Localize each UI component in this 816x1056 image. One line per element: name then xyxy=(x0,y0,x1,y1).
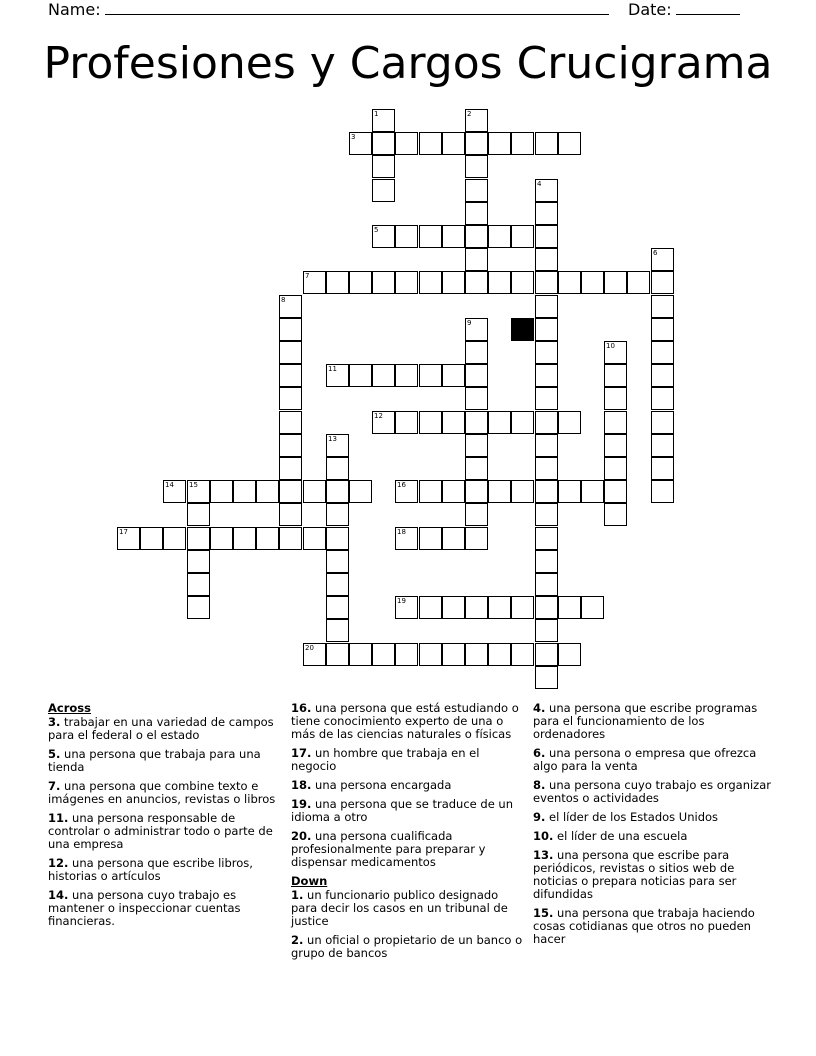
grid-cell[interactable] xyxy=(465,480,488,503)
grid-cell[interactable] xyxy=(279,318,302,341)
grid-cell[interactable] xyxy=(163,480,186,503)
clue-text: el líder de los Estados Unidos xyxy=(545,810,719,824)
clue-number: 4 xyxy=(537,180,542,188)
clue-number: 13 xyxy=(328,435,337,443)
clue-item xyxy=(291,798,523,824)
grid-cell[interactable] xyxy=(372,411,395,434)
grid-cell[interactable] xyxy=(535,457,558,480)
clue-number-label: 15. xyxy=(533,906,554,920)
grid-cell[interactable] xyxy=(279,387,302,410)
clue-item xyxy=(291,779,523,792)
clue-item xyxy=(533,747,773,773)
grid-cell[interactable] xyxy=(511,271,534,294)
grid-cell[interactable] xyxy=(419,225,442,248)
page-title: Profesiones y Cargos Crucigrama xyxy=(43,38,773,89)
grid-cell[interactable] xyxy=(535,550,558,573)
grid-cell[interactable] xyxy=(187,573,210,596)
grid-cell[interactable] xyxy=(465,411,488,434)
clue-number: 3 xyxy=(351,133,356,141)
grid-cell[interactable] xyxy=(442,271,465,294)
clue-number-label: 6. xyxy=(533,746,546,760)
clue-text: una persona que trabaja haciendo cosas cotidianas que otros no pueden hacer xyxy=(533,906,755,946)
grid-cell[interactable] xyxy=(465,643,488,666)
clue-text: el líder de una escuela xyxy=(553,829,688,843)
name-label: Name: xyxy=(48,0,101,19)
grid-cell[interactable] xyxy=(651,341,674,364)
clue-text: un funcionario publico designado para decir los casos en un tribunal de justice xyxy=(291,888,508,928)
grid-cell[interactable] xyxy=(303,527,326,550)
grid-cell[interactable] xyxy=(349,132,372,155)
grid-cell[interactable] xyxy=(442,480,465,503)
grid-cell[interactable] xyxy=(210,480,233,503)
grid-cell[interactable] xyxy=(187,527,210,550)
clue-number: 10 xyxy=(606,342,615,350)
grid-cell[interactable] xyxy=(465,132,488,155)
grid-cell[interactable] xyxy=(651,295,674,318)
grid-cell[interactable] xyxy=(372,155,395,178)
grid-cell[interactable] xyxy=(303,271,326,294)
clue-item xyxy=(48,780,280,806)
clue-number-label: 9. xyxy=(533,810,546,824)
grid-cell[interactable] xyxy=(465,596,488,619)
grid-cell[interactable] xyxy=(395,271,418,294)
clue-number-label: 10. xyxy=(533,829,554,843)
grid-cell[interactable] xyxy=(117,527,140,550)
grid-cell[interactable] xyxy=(395,411,418,434)
grid-cell[interactable] xyxy=(651,411,674,434)
grid-cell[interactable] xyxy=(604,411,627,434)
grid-cell[interactable] xyxy=(651,364,674,387)
grid-cell[interactable] xyxy=(535,434,558,457)
grid-cell[interactable] xyxy=(535,202,558,225)
grid-cell[interactable] xyxy=(604,364,627,387)
clue-text: una persona que escribe para periódicos, revistas o sitios web de noticias o prepara noticias para ser difundidas xyxy=(533,848,737,901)
grid-cell[interactable] xyxy=(326,550,349,573)
grid-cell[interactable] xyxy=(604,434,627,457)
grid-cell[interactable] xyxy=(488,225,511,248)
grid-cell[interactable] xyxy=(465,202,488,225)
grid-cell[interactable] xyxy=(442,132,465,155)
grid-cell[interactable] xyxy=(140,527,163,550)
grid-cell[interactable] xyxy=(511,411,534,434)
clue-number: 2 xyxy=(467,110,472,118)
grid-cell[interactable] xyxy=(349,271,372,294)
grid-cell[interactable] xyxy=(233,527,256,550)
clue-item xyxy=(533,849,773,901)
clue-number-label: 17. xyxy=(291,746,312,760)
grid-cell[interactable] xyxy=(581,271,604,294)
grid-cell[interactable] xyxy=(163,527,186,550)
grid-cell[interactable] xyxy=(279,341,302,364)
grid-cell[interactable] xyxy=(442,643,465,666)
grid-cell[interactable] xyxy=(279,480,302,503)
grid-cell[interactable] xyxy=(604,271,627,294)
grid-cell[interactable] xyxy=(651,457,674,480)
grid-cell[interactable] xyxy=(651,480,674,503)
clue-number-label: 1. xyxy=(291,888,304,902)
grid-cell[interactable] xyxy=(604,480,627,503)
grid-cell[interactable] xyxy=(372,364,395,387)
clue-number: 6 xyxy=(653,249,658,257)
grid-cell[interactable] xyxy=(535,643,558,666)
clue-item xyxy=(533,779,773,805)
clue-text: una persona o empresa que ofrezca algo para la venta xyxy=(533,746,757,773)
clues-column-2 xyxy=(291,702,523,966)
grid-cell[interactable] xyxy=(187,596,210,619)
grid-cell[interactable] xyxy=(326,457,349,480)
grid-cell[interactable] xyxy=(326,364,349,387)
grid-cell[interactable] xyxy=(395,643,418,666)
clue-text: una persona cuyo trabajo es organizar eventos o actividades xyxy=(533,778,771,805)
clue-text: una persona encargada xyxy=(311,778,452,792)
grid-cell[interactable] xyxy=(558,271,581,294)
grid-cell[interactable] xyxy=(279,527,302,550)
grid-cell[interactable] xyxy=(511,132,534,155)
clue-item xyxy=(533,830,773,843)
clue-number: 7 xyxy=(305,272,310,280)
clue-number: 12 xyxy=(374,412,383,420)
grid-cell[interactable] xyxy=(651,434,674,457)
grid-cell[interactable] xyxy=(442,411,465,434)
grid-cell[interactable] xyxy=(488,271,511,294)
grid-cell[interactable] xyxy=(372,271,395,294)
down-heading: Down xyxy=(291,874,328,888)
clue-text: una persona cualificada profesionalmente para preparar y dispensar medicamentos xyxy=(291,829,486,869)
grid-cell[interactable] xyxy=(465,109,488,132)
grid-cell[interactable] xyxy=(395,364,418,387)
grid-cell[interactable] xyxy=(395,527,418,550)
grid-cell[interactable] xyxy=(326,434,349,457)
clue-item xyxy=(48,748,280,774)
black-cell xyxy=(511,318,534,341)
grid-cell[interactable] xyxy=(465,179,488,202)
grid-cell[interactable] xyxy=(535,619,558,642)
clue-text: una persona que trabaja para una tienda xyxy=(48,747,261,774)
clue-number-label: 16. xyxy=(291,701,312,715)
grid-cell[interactable] xyxy=(326,480,349,503)
clue-number-label: 19. xyxy=(291,797,312,811)
grid-cell[interactable] xyxy=(349,643,372,666)
grid-cell[interactable] xyxy=(395,480,418,503)
grid-cell[interactable] xyxy=(326,527,349,550)
clue-text: trabajar en una variedad de campos para el federal o el estado xyxy=(48,715,274,742)
clue-item xyxy=(291,702,523,741)
grid-cell[interactable] xyxy=(395,225,418,248)
clue-number: 15 xyxy=(189,481,198,489)
clue-number: 20 xyxy=(305,644,314,652)
clue-item xyxy=(291,747,523,773)
grid-cell[interactable] xyxy=(535,387,558,410)
grid-cell[interactable] xyxy=(210,527,233,550)
grid-cell[interactable] xyxy=(419,480,442,503)
grid-cell[interactable] xyxy=(535,411,558,434)
grid-cell[interactable] xyxy=(465,364,488,387)
grid-cell[interactable] xyxy=(419,411,442,434)
grid-cell[interactable] xyxy=(465,434,488,457)
grid-cell[interactable] xyxy=(558,411,581,434)
clue-number: 11 xyxy=(328,365,337,373)
clue-number: 18 xyxy=(397,528,406,536)
grid-cell[interactable] xyxy=(558,480,581,503)
clue-number: 8 xyxy=(281,296,286,304)
clue-number: 19 xyxy=(397,597,406,605)
clue-number-label: 11. xyxy=(48,811,69,825)
grid-cell[interactable] xyxy=(488,480,511,503)
grid-cell[interactable] xyxy=(419,527,442,550)
date-label: Date: xyxy=(628,0,672,19)
clue-item xyxy=(533,702,773,741)
grid-cell[interactable] xyxy=(279,411,302,434)
grid-cell[interactable] xyxy=(326,619,349,642)
grid-cell[interactable] xyxy=(651,248,674,271)
grid-cell[interactable] xyxy=(535,271,558,294)
grid-cell[interactable] xyxy=(604,387,627,410)
clue-number: 5 xyxy=(374,226,379,234)
grid-cell[interactable] xyxy=(535,132,558,155)
clue-text: una persona responsable de controlar o administrar todo o parte de una empresa xyxy=(48,811,273,851)
grid-cell[interactable] xyxy=(303,643,326,666)
grid-cell[interactable] xyxy=(187,480,210,503)
grid-cell[interactable] xyxy=(488,596,511,619)
clue-item xyxy=(48,857,280,883)
grid-cell[interactable] xyxy=(442,527,465,550)
grid-cell[interactable] xyxy=(488,132,511,155)
clue-item xyxy=(291,830,523,869)
clue-text: una persona que se traduce de un idioma a otro xyxy=(291,797,514,824)
grid-cell[interactable] xyxy=(372,225,395,248)
grid-cell[interactable] xyxy=(256,527,279,550)
grid-cell[interactable] xyxy=(442,364,465,387)
clue-number-label: 13. xyxy=(533,848,554,862)
clue-number-label: 8. xyxy=(533,778,546,792)
clue-item xyxy=(291,889,523,928)
clue-number: 1 xyxy=(374,110,379,118)
grid-cell[interactable] xyxy=(279,503,302,526)
grid-cell[interactable] xyxy=(187,503,210,526)
grid-cell[interactable] xyxy=(604,503,627,526)
grid-cell[interactable] xyxy=(558,596,581,619)
grid-cell[interactable] xyxy=(581,480,604,503)
clue-number-label: 12. xyxy=(48,856,69,870)
grid-cell[interactable] xyxy=(442,225,465,248)
clue-number-label: 3. xyxy=(48,715,61,729)
clue-number: 16 xyxy=(397,481,406,489)
clue-number-label: 18. xyxy=(291,778,312,792)
grid-cell[interactable] xyxy=(535,318,558,341)
grid-cell[interactable] xyxy=(372,179,395,202)
clue-number-label: 5. xyxy=(48,747,61,761)
grid-cell[interactable] xyxy=(465,341,488,364)
grid-cell[interactable] xyxy=(511,643,534,666)
grid-cell[interactable] xyxy=(372,643,395,666)
grid-cell[interactable] xyxy=(303,480,326,503)
grid-cell[interactable] xyxy=(651,387,674,410)
grid-cell[interactable] xyxy=(581,596,604,619)
clues-column-3 xyxy=(533,702,773,952)
grid-cell[interactable] xyxy=(488,411,511,434)
grid-cell[interactable] xyxy=(187,550,210,573)
grid-cell[interactable] xyxy=(465,225,488,248)
grid-cell[interactable] xyxy=(465,155,488,178)
clues-column-1 xyxy=(48,702,280,934)
grid-cell[interactable] xyxy=(326,596,349,619)
grid-cell[interactable] xyxy=(604,457,627,480)
grid-cell[interactable] xyxy=(604,341,627,364)
clue-number-label: 14. xyxy=(48,888,69,902)
clue-number-label: 7. xyxy=(48,779,61,793)
grid-cell[interactable] xyxy=(627,271,650,294)
grid-cell[interactable] xyxy=(488,643,511,666)
clue-text: una persona que está estudiando o tiene conocimiento experto de una o más de las ciencias naturales o físicas xyxy=(291,701,519,741)
clue-item xyxy=(533,907,773,946)
grid-cell[interactable] xyxy=(372,109,395,132)
grid-cell[interactable] xyxy=(372,132,395,155)
grid-cell[interactable] xyxy=(326,573,349,596)
grid-cell[interactable] xyxy=(535,341,558,364)
grid-cell[interactable] xyxy=(511,480,534,503)
clue-number: 14 xyxy=(165,481,174,489)
grid-cell[interactable] xyxy=(465,457,488,480)
grid-cell[interactable] xyxy=(651,318,674,341)
grid-cell[interactable] xyxy=(395,132,418,155)
clue-item xyxy=(48,716,280,742)
grid-cell[interactable] xyxy=(326,643,349,666)
grid-cell[interactable] xyxy=(419,364,442,387)
grid-cell[interactable] xyxy=(511,596,534,619)
grid-cell[interactable] xyxy=(511,225,534,248)
grid-cell[interactable] xyxy=(279,457,302,480)
grid-cell[interactable] xyxy=(535,573,558,596)
grid-cell[interactable] xyxy=(465,387,488,410)
clue-number: 17 xyxy=(119,528,128,536)
clue-number: 9 xyxy=(467,319,472,327)
grid-cell[interactable] xyxy=(279,295,302,318)
clue-text: una persona que escribe libros, historias o artículos xyxy=(48,856,253,883)
grid-cell[interactable] xyxy=(465,527,488,550)
clue-number-label: 4. xyxy=(533,701,546,715)
grid-cell[interactable] xyxy=(535,248,558,271)
clue-text: una persona que combine texto e imágenes en anuncios, revistas o libros xyxy=(48,779,276,806)
clue-number-label: 2. xyxy=(291,933,304,947)
grid-cell[interactable] xyxy=(233,480,256,503)
grid-cell[interactable] xyxy=(535,225,558,248)
grid-cell[interactable] xyxy=(326,503,349,526)
grid-cell[interactable] xyxy=(279,434,302,457)
clue-text: una persona cuyo trabajo es mantener o inspeccionar cuentas financieras. xyxy=(48,888,241,928)
clue-item xyxy=(48,889,280,928)
clue-number-label: 20. xyxy=(291,829,312,843)
grid-cell[interactable] xyxy=(535,480,558,503)
grid-cell[interactable] xyxy=(535,503,558,526)
grid-cell[interactable] xyxy=(558,643,581,666)
grid-cell[interactable] xyxy=(535,527,558,550)
grid-cell[interactable] xyxy=(465,248,488,271)
grid-cell[interactable] xyxy=(465,318,488,341)
grid-cell[interactable] xyxy=(419,596,442,619)
grid-cell[interactable] xyxy=(326,271,349,294)
grid-cell[interactable] xyxy=(465,271,488,294)
grid-cell[interactable] xyxy=(558,132,581,155)
grid-cell[interactable] xyxy=(349,480,372,503)
grid-cell[interactable] xyxy=(535,596,558,619)
clue-item xyxy=(291,934,523,960)
clue-item xyxy=(533,811,773,824)
grid-cell[interactable] xyxy=(535,179,558,202)
grid-cell[interactable] xyxy=(279,364,302,387)
grid-cell[interactable] xyxy=(651,271,674,294)
grid-cell[interactable] xyxy=(395,596,418,619)
grid-cell[interactable] xyxy=(535,295,558,318)
grid-cell[interactable] xyxy=(535,364,558,387)
clue-text: un hombre que trabaja en el negocio xyxy=(291,746,480,773)
grid-cell[interactable] xyxy=(419,271,442,294)
grid-cell[interactable] xyxy=(465,503,488,526)
across-heading: Across xyxy=(48,701,91,715)
grid-cell[interactable] xyxy=(419,643,442,666)
grid-cell[interactable] xyxy=(442,596,465,619)
grid-cell[interactable] xyxy=(256,480,279,503)
clue-text: una persona que escribe programas para el funcionamiento de los ordenadores xyxy=(533,701,758,741)
grid-cell[interactable] xyxy=(349,364,372,387)
grid-cell[interactable] xyxy=(419,132,442,155)
grid-cell[interactable] xyxy=(535,666,558,689)
clue-text: un oficial o propietario de un banco o grupo de bancos xyxy=(291,933,523,960)
clue-item xyxy=(48,812,280,851)
